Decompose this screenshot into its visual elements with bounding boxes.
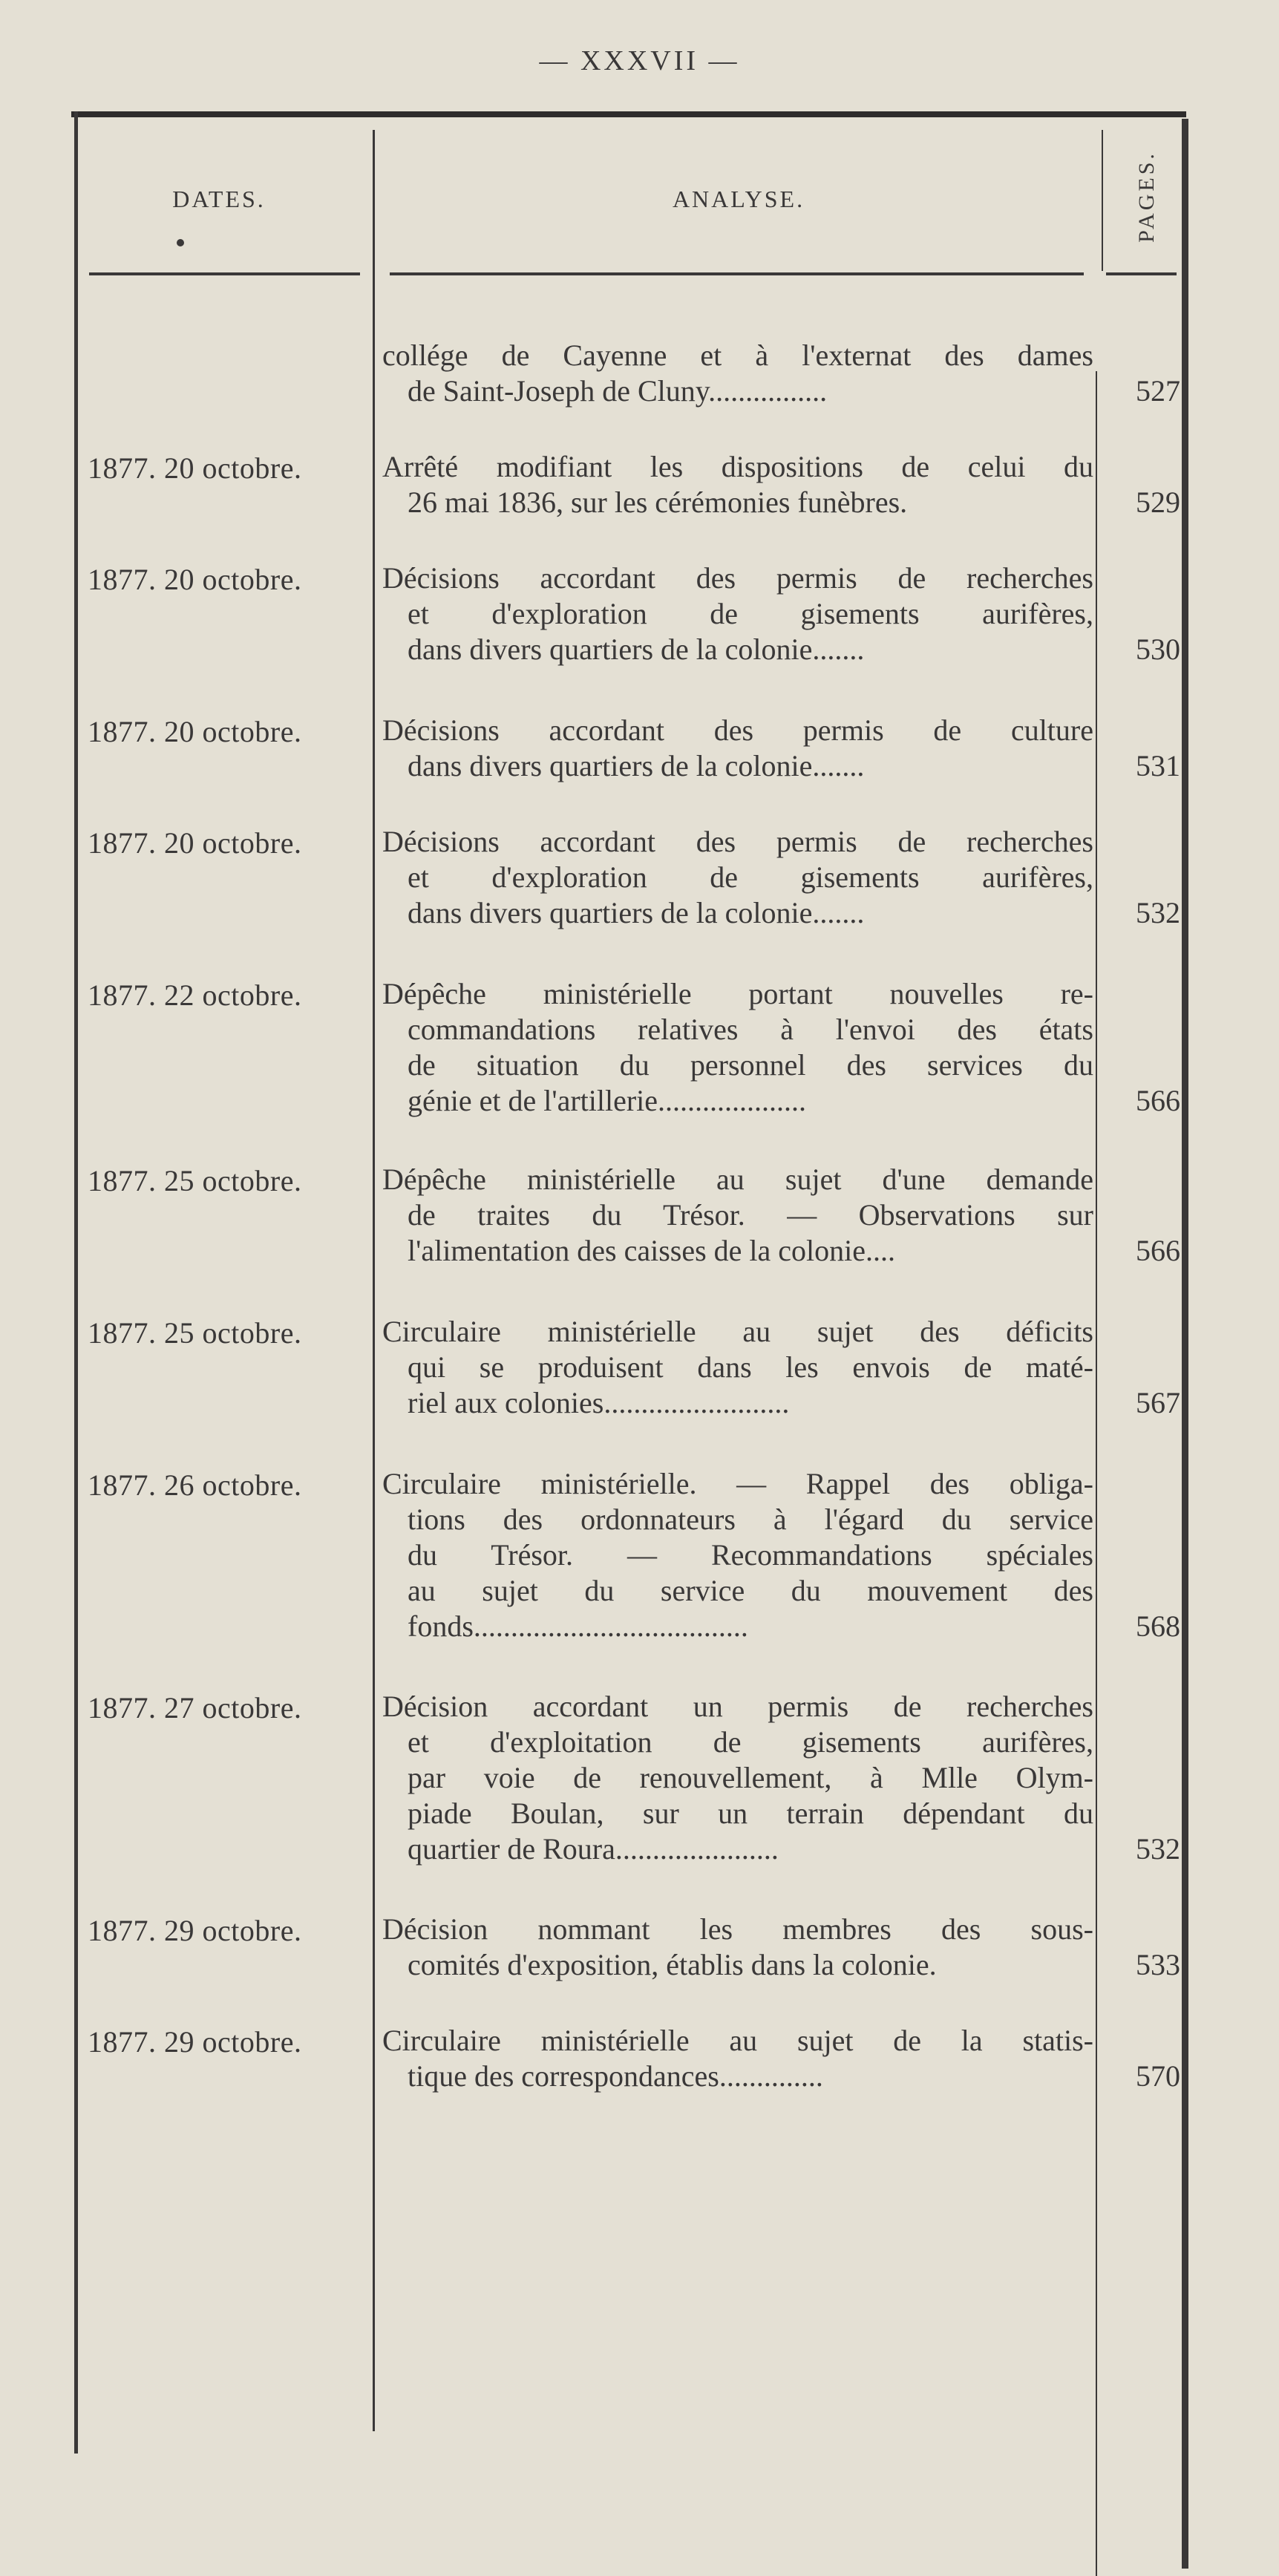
analysis-line: riel aux colonies......................... bbox=[408, 1386, 790, 1419]
analysis-line: génie et de l'artillerie.................... bbox=[408, 1084, 807, 1117]
entry-page: 527 bbox=[1136, 374, 1180, 408]
ink-dot bbox=[177, 239, 184, 246]
entry-analysis bbox=[382, 1466, 1093, 1644]
entry-analysis bbox=[382, 560, 1093, 667]
analysis-line: fonds..................................... bbox=[408, 1609, 748, 1643]
entry-date: 1877. 25 octobre. bbox=[88, 1316, 302, 1350]
analysis-line: par voie de renouvellement, à Mlle Olym- bbox=[408, 1761, 1093, 1794]
table-right-border bbox=[1182, 119, 1188, 2569]
header-rule-pages bbox=[1106, 272, 1177, 275]
entry-analysis bbox=[382, 1689, 1093, 1867]
entry-date: 1877. 20 octobre. bbox=[88, 563, 302, 596]
analysis-line: Décisions accordant des permis de recherches bbox=[382, 561, 1093, 595]
entry-page: 566 bbox=[1136, 1234, 1180, 1267]
header-rule-dates bbox=[89, 272, 360, 275]
page-number: — XXXVII — bbox=[539, 45, 740, 76]
analysis-line: de traites du Trésor. — Observations sur bbox=[408, 1198, 1093, 1232]
entry-analysis bbox=[382, 976, 1093, 1119]
analysis-line: dans divers quartiers de la colonie....... bbox=[408, 632, 865, 666]
analysis-line: de situation du personnel des services du bbox=[408, 1048, 1093, 1082]
entry-date: 1877. 25 octobre. bbox=[88, 1164, 302, 1197]
entry-date: 1877. 20 octobre. bbox=[88, 451, 302, 485]
column-divider-pages bbox=[1096, 371, 1097, 2576]
entry-analysis bbox=[382, 338, 1093, 409]
table-top-rule bbox=[71, 111, 1186, 117]
entry-analysis bbox=[382, 1314, 1093, 1421]
analysis-line: 26 mai 1836, sur les cérémonies funèbres. bbox=[408, 486, 908, 519]
entry-date: 1877. 20 octobre. bbox=[88, 715, 302, 748]
analysis-line: du Trésor. — Recommandations spéciales bbox=[408, 1538, 1093, 1572]
entry-page: 530 bbox=[1136, 632, 1180, 666]
entry-page: 533 bbox=[1136, 1948, 1180, 1981]
entry-analysis bbox=[382, 449, 1093, 520]
entry-page: 566 bbox=[1136, 1084, 1180, 1117]
analysis-line: tique des correspondances.............. bbox=[408, 2059, 823, 2093]
analysis-line: et d'exploitation de gisements aurifères, bbox=[408, 1725, 1093, 1759]
analysis-line: l'alimentation des caisses de la colonie.... bbox=[408, 1234, 896, 1267]
analysis-line: dans divers quartiers de la colonie....... bbox=[408, 896, 865, 929]
analysis-line: Circulaire ministérielle au sujet de la statis- bbox=[382, 2024, 1093, 2057]
entry-date: 1877. 27 octobre. bbox=[88, 1691, 302, 1725]
analysis-line: collége de Cayenne et à l'externat des dames bbox=[382, 339, 1093, 372]
entry-page: 531 bbox=[1136, 749, 1180, 782]
analysis-line: piade Boulan, sur un terrain dépendant du bbox=[408, 1797, 1093, 1830]
entry-analysis bbox=[382, 1162, 1093, 1269]
header-divider-pages bbox=[1102, 130, 1103, 271]
analysis-line: Décision nommant les membres des sous- bbox=[382, 1912, 1093, 1946]
entry-analysis bbox=[382, 713, 1093, 784]
entry-analysis bbox=[382, 2023, 1093, 2094]
table-left-border bbox=[74, 111, 78, 2454]
entry-page: 567 bbox=[1136, 1386, 1180, 1419]
entry-page: 532 bbox=[1136, 1832, 1180, 1866]
analysis-line: Circulaire ministérielle. — Rappel des obliga- bbox=[382, 1467, 1093, 1500]
analysis-line: commandations relatives à l'envoi des états bbox=[408, 1013, 1093, 1046]
analysis-line: au sujet du service du mouvement des bbox=[408, 1574, 1093, 1607]
analysis-line: Décisions accordant des permis de recherches bbox=[382, 825, 1093, 858]
analysis-line: Dépêche ministérielle portant nouvelles re- bbox=[382, 977, 1093, 1010]
entry-page: 570 bbox=[1136, 2059, 1180, 2093]
analysis-line: tions des ordonnateurs à l'égard du service bbox=[408, 1503, 1093, 1536]
analysis-line: Décision accordant un permis de recherches bbox=[382, 1690, 1093, 1723]
analysis-line: comités d'exposition, établis dans la colonie. bbox=[408, 1948, 937, 1981]
analysis-line: quartier de Roura...................... bbox=[408, 1832, 779, 1866]
header-rule-analyse bbox=[390, 272, 1084, 275]
entry-page: 532 bbox=[1136, 896, 1180, 929]
column-divider-dates bbox=[373, 130, 375, 2431]
entry-date: 1877. 29 octobre. bbox=[88, 1914, 302, 1947]
analysis-line: Circulaire ministérielle au sujet des déficits bbox=[382, 1315, 1093, 1348]
entry-analysis bbox=[382, 1912, 1093, 1983]
analysis-line: Dépêche ministérielle au sujet d'une demande bbox=[382, 1163, 1093, 1196]
entry-page: 568 bbox=[1136, 1609, 1180, 1643]
header-dates: DATES. bbox=[172, 186, 266, 212]
entry-date: 1877. 26 octobre. bbox=[88, 1468, 302, 1502]
analysis-line: qui se produisent dans les envois de maté- bbox=[408, 1350, 1093, 1384]
entry-analysis bbox=[382, 824, 1093, 931]
analysis-line: et d'exploration de gisements aurifères, bbox=[408, 860, 1093, 894]
entry-date: 1877. 29 octobre. bbox=[88, 2025, 302, 2059]
header-analyse: ANALYSE. bbox=[672, 186, 805, 212]
analysis-line: et d'exploration de gisements aurifères, bbox=[408, 597, 1093, 630]
analysis-line: de Saint-Joseph de Cluny................ bbox=[408, 374, 828, 408]
analysis-line: dans divers quartiers de la colonie....... bbox=[408, 749, 865, 782]
entry-date: 1877. 22 octobre. bbox=[88, 978, 302, 1012]
header-pages bbox=[1113, 134, 1180, 260]
entry-page: 529 bbox=[1136, 486, 1180, 519]
entry-date: 1877. 20 octobre. bbox=[88, 826, 302, 860]
analysis-line: Arrêté modifiant les dispositions de celui du bbox=[382, 450, 1093, 483]
analysis-line: Décisions accordant des permis de culture bbox=[382, 713, 1093, 747]
header-pages-label: PAGES. bbox=[1134, 151, 1159, 243]
